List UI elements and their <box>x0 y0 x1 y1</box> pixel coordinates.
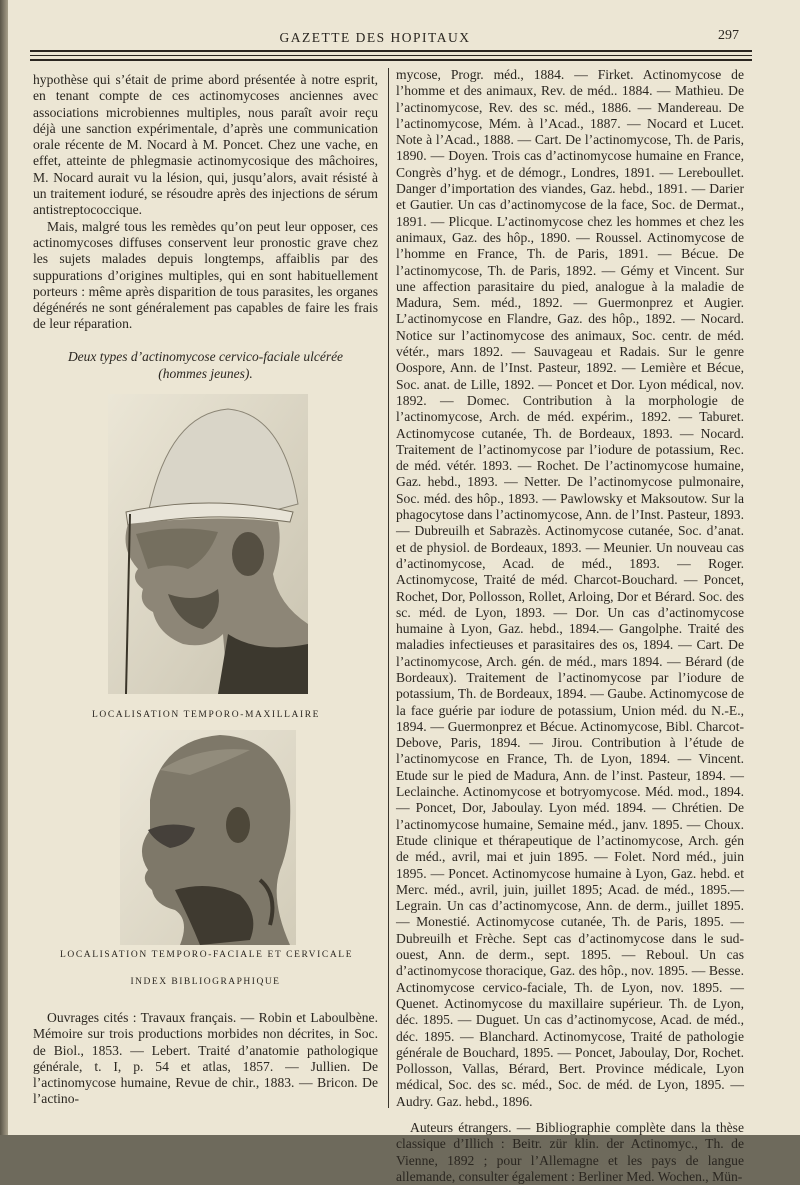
bibliography-foreign-authors: Auteurs étrangers. — Bibliographie complète dans la thèse classique d’Illich : Beitr. zür klin. der Actinomyc., Th. de Vienne, 1892 ; pour l’Allemagne et les pays de langue allemande, consulter également : Berliner Med. Wochen., Mün- <box>396 1120 744 1184</box>
right-column-bibliography <box>396 67 744 1185</box>
photo2-caption-label: LOCALISATION TEMPORO-FACIALE ET CERVICALE <box>60 950 354 960</box>
figure-caption-line2: (hommes jeunes). <box>158 366 253 381</box>
patient-photo-temporo-maxillary <box>108 394 308 694</box>
patient-portrait-1-illustration <box>108 394 308 694</box>
left-column-text <box>33 72 378 333</box>
paragraph-prognosis: Mais, malgré tous les remèdes qu’on peut leur opposer, ces actinomycoses diffuses conservent leur pronostic grave chez les sujets malades depuis longtemps, affaiblis par des suppurations d’origines multiples, qui en sont habituellement porteurs : même après disparition de tous parasites, les organes dégénérés ne sont généralement pas capables de faire les frais de leur réparation. <box>33 218 378 332</box>
photo1-caption-label: LOCALISATION TEMPORO-MAXILLAIRE <box>92 710 321 720</box>
works-cited-text <box>33 1010 378 1108</box>
page-number: 297 <box>718 28 739 43</box>
header-rule-top <box>30 50 752 52</box>
paragraph-continued: hypothèse qui s’était de prime abord présentée à notre esprit, en tenant compte de ces actinomycoses anciennes avec associations microbiennes multiples, nous paraît avoir reçu déjà une sanction expérimentale, d’après une communication orale récente de M. Nocard à M. Poncet. Chez une vache, en effet, atteinte de phlegmasie actinomycosique des mâchoires, M. Nocard aurait vu la lésion, qui, jusqu’alors, avait résisté à un traitement ioduré, se résoudre après des injections de sérum antistreptococcique. <box>33 72 378 218</box>
index-heading: INDEX BIBLIOGRAPHIQUE <box>130 977 281 987</box>
page-binding-edge <box>0 0 8 1135</box>
column-divider <box>388 68 389 1108</box>
works-cited-paragraph: Ouvrages cités : Travaux français. — Robin et Laboulbène. Mémoire sur trois productions morbides non décrites, in Soc. de Biol., 1853. — Lebert. Traité d’anatomie pathologique générale, t. I, p. 54 et atlas, 1857. — Jullien. De l’actinomycose humaine, Revue de chir., 1883. — Bricon. De l’actino- <box>33 1010 378 1107</box>
page-header-title: GAZETTE DES HOPITAUX <box>279 30 471 45</box>
header-rule-middle <box>30 55 752 56</box>
figure-caption <box>33 348 378 382</box>
patient-portrait-2-illustration <box>120 730 296 945</box>
header-rule-bottom <box>30 59 752 61</box>
patient-photo-temporo-facial-cervical <box>120 730 296 945</box>
figure-caption-line1: Deux types d’actinomycose cervico-faciale ulcérée <box>67 349 344 364</box>
bibliography-french-authors: mycose, Progr. méd., 1884. — Firket. Actinomycose de l’homme et des animaux, Rev. de méd.. 1884. — Mathieu. De l’actinomycose, Rev. des sc. méd., 1886. — Mandereau. De l’actinomycose, Mém. à l’Acad., 1887. — Nocard et Lucet. Note à l’Acad., 1888. — Cart. De l’actinomycose, Th. de Paris, 1890. — Doyen. Trois cas d’actinomycose humaine en France, Congrès d’hyg. et de démogr., Londres, 1891. — Lereboullet. Danger d’importation des viandes, Gaz. hebd., 1891. — Darier et Gautier. Un cas d’actinomycose de la face, Soc. de Dermat., 1891. — Plicque. L’actinomycose chez les hommes et chez les animaux, Gaz. des hôp., 1890. — Roussel. Actinomycose de l’homme en France, Th. de Paris, 1891. — Bécue. De l’actinomycose, Th. de Paris, 1892. — Gémy et Vincent. Sur une affection parasitaire du pied, analogue à la maladie de Madura, Sem. méd., 1892. — Guermonprez et Augier. L’actinomycose en Flandre, Gaz. des hôp., 1892. — Nocard. Notice sur l’actinomycose des animaux, Soc. centr. de méd. vétér., mars 1892. — Sauvageau et Radais. Sur le genre Oospore, Ann. de l’Inst. Pasteur, 1892. — Lemière et Bécue, Soc. anat. de Lille, 1892. — Poncet et Dor. Lyon médical, nov. 1892. — Domec. Contribution à la morphologie de l’actinomycose, Arch. de méd. expérim., 1892. — Taburet. Actinomycose cutanée, Th. de Bordeaux, 1893. — Nocard. Traitement de l’actinomycose par l’iodure de potassium, Rec. de méd. vétér. 1893. — Rochet. De l’actinomycose humaine, Gaz. hebd., 1893. — Netter. De l’actinomycose pulmonaire, Soc. méd. des hôp., 1893. — Pawlowsky et Maksoutow. Sur la phagocytose dans l’actinomycose, Ann. de l’Inst. Pasteur, 1893. — Dubreuilh et Sabrazès. Actinomycose cutanée, Soc. d’anat. et de physiol. de Bordeaux, 1893. — Meunier. Un nouveau cas d’actinomycose, Acad. de méd., 1893. — Roger. Actinomycose, Traité de méd. Charcot-Bouchard. — Poncet, Rochet, Dor, Pollosson, Rollet, Arloing, Dor et Bérard. Soc. des sc. méd. de Lyon, 1893. — Dor. Un cas d’actinomycose humaine à Lyon, Gaz. hebd., 1894.— Gangolphe. Traité des maladies infectieuses et parasitaires des os, 1894. — Cart. De l’actinomycose, Arch. gén. de méd., mars 1894. — Bérard (de Bordeaux). Traitement de l’actinomycose par l’iodure de potassium, Th. de Bordeaux, 1894. — Gaube. Actinomycose de la face guérie par iodure de potassium, Union méd. du N.-E., 1894. — Guermonprez et Bécue. Actinomycose, Bibl. Charcot-Debove, Paris, 1894. — Jirou. Contribution à l’étude de l’actinomycose en France, Th. de Lyon, 1894. — Vincent. Etude sur le pied de Madura, Ann. de l’inst. Pasteur, 1894. — Leclainche. Actinomycose et botryomycose. Méd. mod., 1894. — Poncet, Dor, Jaboulay. Lyon méd. 1894. — Chrétien. De l’actinomycose humaine, Semaine méd., janv. 1895. — Choux. Etude clinique et thérapeutique de l’actinomycose, Arch. gén de méd., avril, mai et juin 1895. — Folet. Nord méd., juin 1895. — Poncet. Actinomycose humaine à Lyon, Gaz. hebd. et Merc. méd., avril, juin, juillet 1895; Acad. de méd., 1895.— Legrain. Un cas d’actinomycose, Ann. de derm., juillet 1895. — Monestié. Actinomycose cutanée, Th. de Paris, 1895. — Dubreuilh et Frèche. Sept cas d’actinomycose dans le sud-ouest, Ann. de derm., sept. 1895. — Reboul. Un cas d’actinomycose thoracique, Gaz. des hôp., nov. 1895. — Besse. Actinomycose cervico-faciale, Th. de Lyon, nov. 1895. — Quenet. Actinomycose du maxillaire supérieur. Th. de Lyon, déc. 1895. — Duguet. Un cas d’actinomycose, Acad. de méd., déc. 1895. — Blanchard. Actinomycose, Traité de pathologie générale de Bouchard, 1895. — Poncet, Jaboulay, Dor, Rochet. Pollosson, Vallas, Bérard, Bert. Province médicale, Lyon médical, Soc. des sc. méd., Soc. de méd. de Lyon, 1895. — Audry. Gaz. hebd., 1896. <box>396 67 744 1109</box>
